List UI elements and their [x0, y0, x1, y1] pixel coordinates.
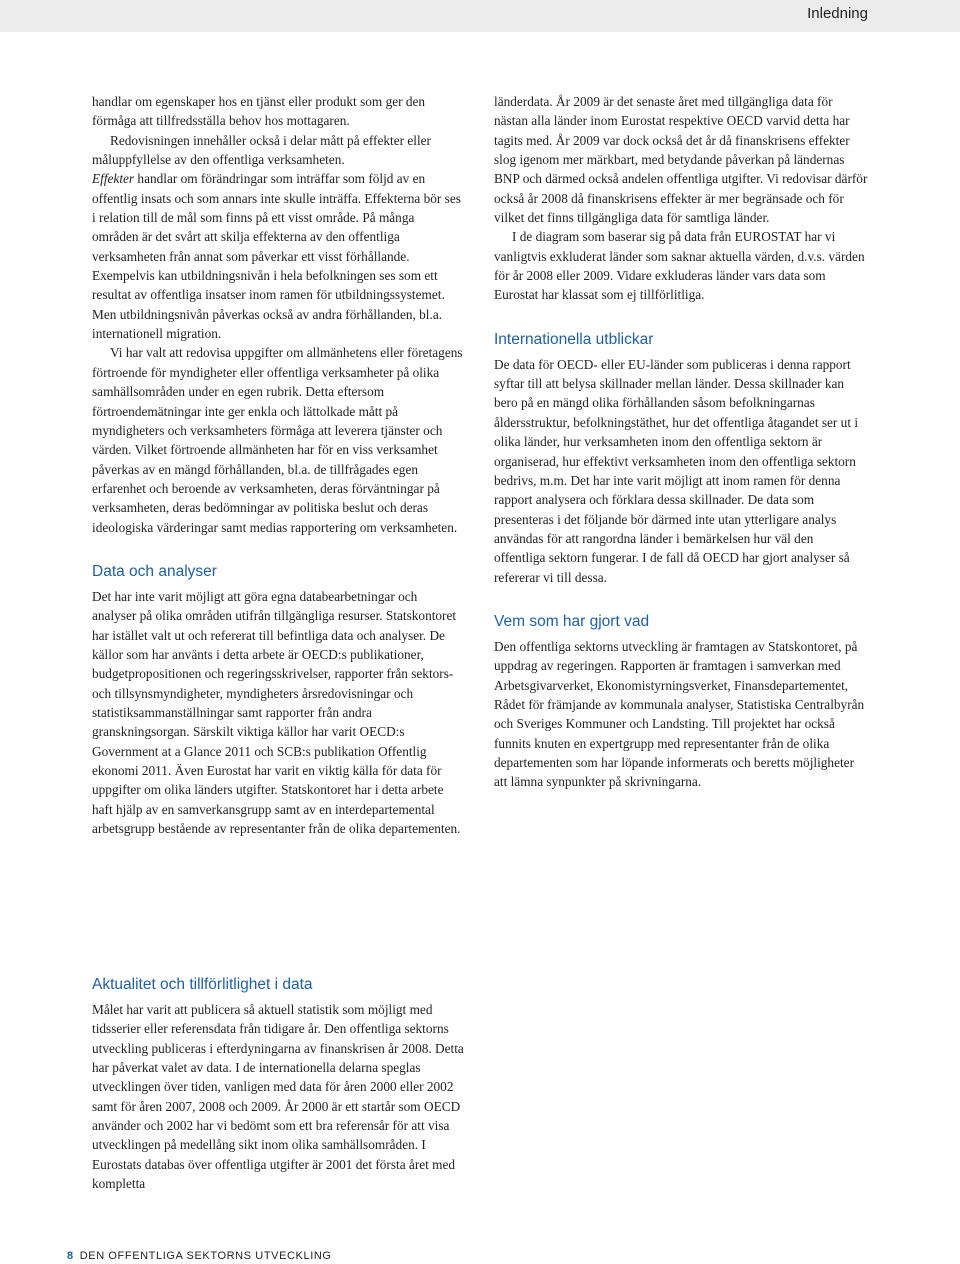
paragraph-2: Redovisningen innehåller också i delar mått på effekter eller måluppfyllelse av den offentliga verksamheten.	[92, 132, 431, 168]
bottom-left-column	[92, 975, 464, 1193]
paragraph-6: Målet har varit att publicera så aktuell statistik som möjligt med tidsserier eller referensdata från tidigare år. Den offentliga sektorns utveckling publiceras i efterdyningarna av finanskrisen år 2008. Detta har påverkat valet av data. I de internationella delarna speglas utvecklingen över tiden, vanligen med data för åren 2000 eller 2002 samt för åren 2007, 2008 och 2009. År 2000 är ett startår som OECD använder och 2002 har vi bedömt som ett bra referensår för att visa utvecklingen på medellång sikt inom olika samhällsområden. I Eurostats databas över offentliga utgifter är 2001 det första året med kompletta	[92, 1002, 464, 1192]
publication-title: DEN OFFENTLIGA SEKTORNS UTVECKLING	[79, 1250, 332, 1262]
paragraph-7: länderdata. År 2009 är det senaste året med tillgängliga data för nästan alla länder inom Eurostat respektive OECD varvid detta har tagits med. År 2009 var dock också det år då finanskrisens effekter slog igenom mer märkbart, med betydande påverkan på ländernas BNP och därmed också andelen offentliga utgifter. Vi redovisar därför också år 2008 då finanskrisens effekter är mer begränsade och för vilket det finns tillgängliga data för samtliga länder.	[494, 94, 868, 226]
effekter-term: Effekter	[92, 171, 135, 187]
paragraph-8: I de diagram som baserar sig på data från EUROSTAT har vi vanligtvis exkluderat länder som saknar aktuella värden, d.v.s. värden för år 2008 eller 2009. Vidare exkluderas länder vars data som Eurostat har klassat som ej tillförlitliga.	[494, 229, 865, 303]
heading-aktualitet: Aktualitet och tillförlitlighet i data	[92, 976, 313, 993]
page-number: 8	[67, 1250, 74, 1262]
heading-vem-som-har-gjort-vad: Vem som har gjort vad	[494, 612, 650, 630]
paragraph-5: Det har inte varit möjligt att göra egna databearbetningar och analyser på olika områden utifrån tillgängliga resurser. Statskontoret har istället valt ut och refererat till befintliga data och analyser. De källor som har använts i detta arbete är OECD:s publikationer, budgetpropositionen och regeringsskrivelser, rapporter från sektors- och tillsynsmyndigheter, myndigheters årsredovisningar och statistiksammanställningar samt rapporter från andra granskningsorgan. Särskilt viktiga källor har varit OECD:s Government at a Glance 2011 och SCB:s publikation Offentlig ekonomi 2011. Även Eurostat har varit en viktig källa för data för uppgifter om olika länders utgifter. Statskontoret har i detta arbete haft hjälp av en samverkansgrupp samt av en interdepartemental arbetsgrupp bestående av representanter från de olika departementen.	[92, 588, 461, 837]
heading-data-och-analyser: Data och analyser	[92, 562, 217, 580]
left-column	[92, 92, 464, 838]
paragraph-10: Den offentliga sektorns utveckling är framtagen av Statskontoret, på uppdrag av regeringen. Rapporten är framtagen i samverkan med Arbetsgivarverket, Ekonomistyrningsverket, Finansdepartementet, Rådet för främjande av kommunala analyser, Statistiska Centralbyrån och Sveriges Kommuner och Landsting. Till projektet har också funnits knuten en expertgrupp med representanter från de olika departementen som har löpande informerats och beretts möjligheter att lämna synpunkter på skrivningarna.	[494, 638, 865, 790]
paragraph-1: handlar om egenskaper hos en tjänst eller produkt som ger den förmåga att tillfredsställa behov hos mottagaren.	[92, 94, 426, 129]
right-column	[494, 92, 868, 792]
paragraph-3	[92, 169, 464, 343]
paragraph-9: De data för OECD- eller EU-länder som publiceras i denna rapport syftar till att belysa skillnader mellan länder. Dessa skillnader kan bero på en mängd olika förhållanden såsom befolkningarnas åldersstruktur, befolkningstäthet, hur det offentliga åtagandet ser ut i olika länder, hur verksamheten inom den offentliga sektorn är organiserad, hur effektivt verksamheten inom den offentliga sektorn bedrivs, m.m. Det har inte varit möjligt att inom ramen för denna rapport analysera och förklara dessa skillnader. De data som presenteras i det följande bör därmed inte utan ytterligare analys användas för att rangordna länder i bemärkelsen hur väl den offentliga sektorn fungerar. I de fall då OECD har gjort analyser så refererar vi till dessa.	[494, 356, 859, 585]
heading-internationella-utblickar: Internationella utblickar	[494, 330, 654, 348]
page-footer	[67, 1248, 332, 1264]
section-label: Inledning	[807, 5, 868, 22]
paragraph-4: Vi har valt att redovisa uppgifter om allmänhetens eller företagens förtroende för myndigheter eller offentliga verksamheter på olika samhällsområden under en egen rubrik. Detta eftersom förtroendemätningar inte ger enkla och lättolkade mått på myndigheters och verksamheters förmåga att leverera tjänster och värden. Vilket förtroende allmänheten har för en viss verksamhet påverkas av en mängd förhållanden, bl.a. de tillfrågades egen erfarenhet och beroende av verksamheten, deras förväntningar på verksamheten, deras bedömningar av politiska beslut och deras ideologiska värderingar samt medias rapportering om verksamheten.	[92, 345, 463, 535]
paragraph-3-text: handlar om förändringar som inträffar som följd av en offentlig insats och som annars inte skulle inträffa. Effekterna bör ses i relation till de mål som finns på ett visst område. På många områden är det svårt att skilja effekterna av den offentliga verksamheten från annat som påverkar ett visst förhållande. Exempelvis kan utbildningsnivån i hela befolkningen ses som ett resultat av offentliga insatser inom ramen för utbildningssystemet. Men utbildningsnivån påverkas också av andra förhållanden, bl.a. internationell migration.	[92, 171, 461, 342]
